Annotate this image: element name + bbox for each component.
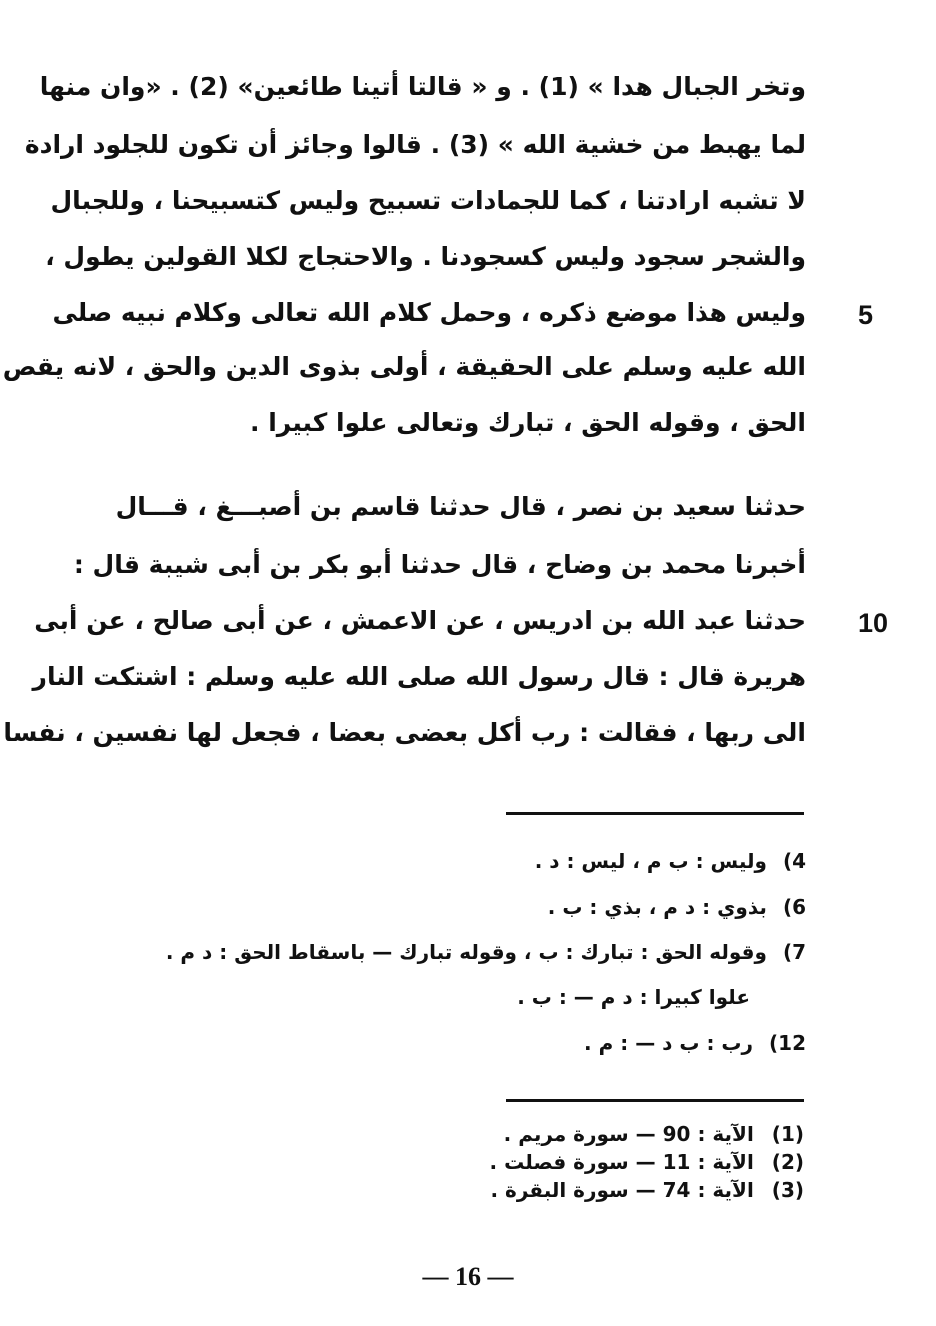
- variant-text: وقوله الحق : تبارك : ب ، وقوله تبارك — باسقاط الحق : د م .: [165, 940, 767, 964]
- footnote-text: الآية : 11 — سورة فصلت .: [489, 1150, 754, 1174]
- text-line: أخبرنا محمد بن وضاح ، قال حدثنا أبو بكر بن أبى شيبة قال :: [73, 550, 806, 579]
- variant-number: 6): [782, 895, 806, 919]
- variant-number: 4): [782, 849, 806, 873]
- text-line: الله عليه وسلم على الحقيقة ، أولى بذوى الدين والحق ، لانه يقص: [2, 352, 806, 381]
- text-line: والشجر سجود وليس كسجودنا . والاحتجاج لكلا القولين يطول ،: [45, 242, 806, 271]
- text-line: وليس هذا موضع ذكره ، وحمل كلام الله تعالى وكلام نبيه صلى: [52, 298, 806, 327]
- footnote-line: [504, 1121, 804, 1147]
- variant-line: [166, 938, 806, 966]
- footnote-mark: (2): [771, 1150, 804, 1174]
- variant-line: [535, 847, 806, 875]
- divider-rule: [506, 1099, 804, 1102]
- text-line: لما يهبط من خشية الله » (3) . قالوا وجائز أن تكون للجلود ارادة: [24, 130, 806, 159]
- line-number: 5: [858, 300, 874, 330]
- text-line: الى ربها ، فقالت : رب أكل بعضى بعضا ، فجعل لها نفسين ، نفسا: [3, 718, 806, 747]
- text-line: حدثنا عبد الله بن ادريس ، عن الاعمش ، عن أبى صالح ، عن أبى: [34, 606, 806, 635]
- footnote-text: الآية : 74 — سورة البقرة .: [490, 1178, 754, 1202]
- divider-rule: [506, 812, 804, 815]
- variant-line: [517, 983, 750, 1011]
- variant-line: [584, 1029, 806, 1057]
- variant-number: 7): [782, 940, 806, 964]
- footnote-mark: (1): [771, 1122, 804, 1146]
- variant-text: علوا كبيرا : د م — : ب .: [517, 985, 750, 1009]
- text-line: هريرة قال : قال رسول الله صلى الله عليه وسلم : اشتكت النار: [32, 662, 806, 691]
- variant-text: رب : ب د — : م .: [584, 1031, 754, 1055]
- variant-text: وليس : ب م ، ليس : د .: [534, 849, 767, 873]
- page-number: — 16 —: [422, 1262, 514, 1291]
- footnote-line: [490, 1177, 804, 1203]
- footnote-line: [490, 1149, 804, 1175]
- variant-text: بذوي : د م ، بذي : ب .: [547, 895, 767, 919]
- text-line: الحق ، وقوله الحق ، تبارك وتعالى علوا كبيرا .: [250, 408, 806, 437]
- text-line: لا تشبه ارادتنا ، كما للجمادات تسبيح وليس كتسبيحنا ، وللجبال: [50, 186, 806, 215]
- line-number: 10: [858, 608, 889, 638]
- variant-line: [548, 893, 806, 921]
- text-line: حدثنا سعيد بن نصر ، قال حدثنا قاسم بن أصبـــغ ، قـــال: [115, 492, 806, 521]
- footnote-text: الآية : 90 — سورة مريم .: [503, 1122, 754, 1146]
- text-line: وتخر الجبال هدا » (1) . و « قالتا أتينا طائعين» (2) . «وان منها: [39, 72, 806, 101]
- footnote-mark: (3): [771, 1178, 804, 1202]
- variant-number: 12): [769, 1031, 806, 1055]
